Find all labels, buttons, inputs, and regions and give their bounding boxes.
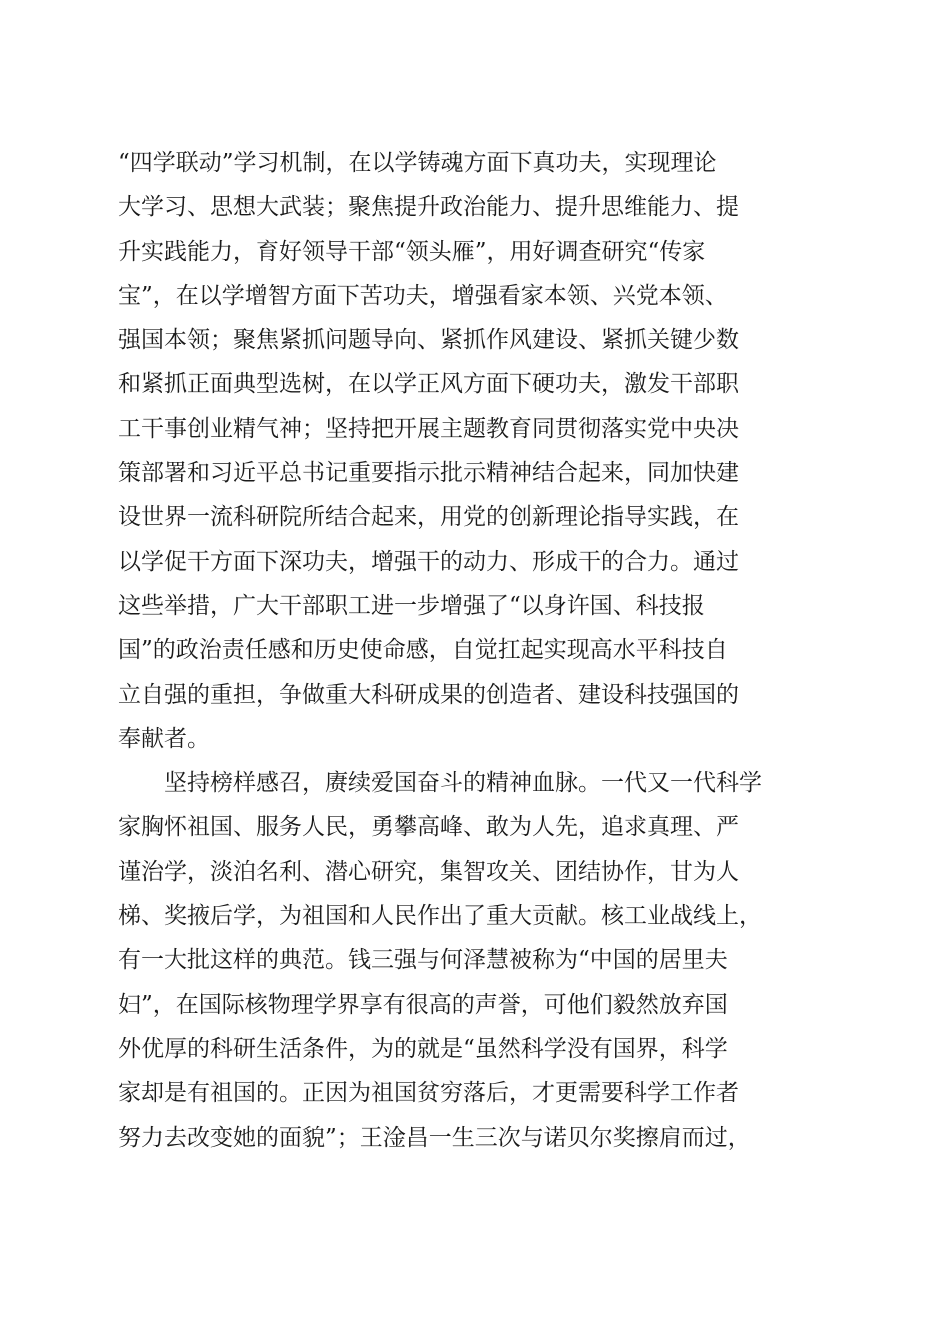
text-line: 有一大批这样的典范。钱三强与何泽慧被称为“中国的居里夫 xyxy=(118,947,728,974)
paragraph-1 xyxy=(118,141,838,761)
text-line: 策部署和习近平总书记重要指示批示精神结合起来，同加快建 xyxy=(118,460,739,487)
text-line: 梯、奖掖后学，为祖国和人民作出了重大贡献。核工业战线上， xyxy=(118,903,762,930)
text-line: 努力去改变她的面貌”；王淦昌一生三次与诺贝尔奖擦肩而过， xyxy=(118,1124,751,1151)
text-line: 大学习、思想大武装；聚焦提升政治能力、提升思维能力、提 xyxy=(118,194,739,221)
text-line: 这些举措，广大干部职工进一步增强了“以身许国、科技报 xyxy=(118,592,705,619)
text-line: 家胸怀祖国、服务人民，勇攀高峰、敢为人先，追求真理、严 xyxy=(118,814,739,841)
text-line: “四学联动”学习机制，在以学铸魂方面下真功夫，实现理论 xyxy=(118,150,717,176)
text-line: 以学促干方面下深功夫，增强干的动力、形成干的合力。通过 xyxy=(118,548,739,575)
text-line: 坚持榜样感召，赓续爱国奋斗的精神血脉。一代又一代科学 xyxy=(164,770,762,797)
body-text xyxy=(118,141,838,1160)
text-line: 强国本领；聚焦紧抓问题导向、紧抓作风建设、紧抓关键少数 xyxy=(118,327,739,354)
text-line: 设世界一流科研院所结合起来，用党的创新理论指导实践，在 xyxy=(118,504,739,531)
text-line: 妇”，在国际核物理学界享有很高的声誉，可他们毅然放弃国 xyxy=(118,991,728,1018)
text-line: 家却是有祖国的。正因为祖国贫穷落后，才更需要科学工作者 xyxy=(118,1080,739,1107)
text-line: 国”的政治责任感和历史使命感，自觉扛起实现高水平科技自 xyxy=(118,637,728,664)
text-line: 宝”，在以学增智方面下苦功夫，增强看家本领、兴党本领、 xyxy=(118,282,728,309)
text-line: 谨治学，淡泊名利、潜心研究，集智攻关、团结协作，甘为人 xyxy=(118,858,739,885)
text-line: 和紧抓正面典型选树，在以学正风方面下硬功夫，激发干部职 xyxy=(118,371,739,398)
text-line: 升实践能力，育好领导干部“领头雁”，用好调查研究“传家 xyxy=(118,238,706,265)
text-line: 工干事创业精气神；坚持把开展主题教育同贯彻落实党中央决 xyxy=(118,415,739,442)
text-line: 立自强的重担，争做重大科研成果的创造者、建设科技强国的 xyxy=(118,681,739,708)
text-line: 奉献者。 xyxy=(118,725,210,752)
paragraph-2 xyxy=(118,761,838,1160)
text-line: 外优厚的科研生活条件，为的就是“虽然科学没有国界，科学 xyxy=(118,1035,728,1062)
